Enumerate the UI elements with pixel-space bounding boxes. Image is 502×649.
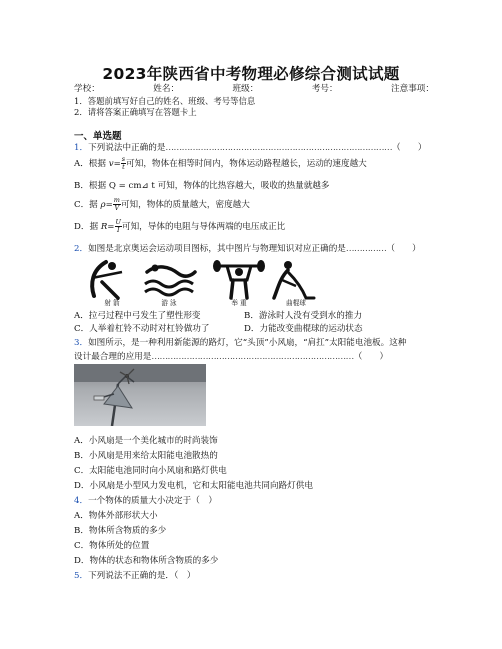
question-1-option-b: B．根据 Q = cm⊿ t 可知，物体的比热容越大，吸收的热量就越多 [74,181,330,191]
school-label: 学校： [74,84,100,94]
section-heading: 一、单选题 [74,131,122,142]
question-3-stem-line-2 [74,350,388,362]
page-title: 2023年陕西省中考物理必修综合测试试题 [102,65,400,83]
pictogram-label: 射 箭 [104,299,120,307]
formula-fraction [113,197,121,212]
notice-item: 1．答题前填写好自己的姓名、班级、考号等信息 [74,96,256,106]
answer-paren: （ ） [392,143,427,153]
fraction-denominator: I [116,226,120,234]
question-4-option-d: D．物体的状态和物体所含物质的多少 [74,556,219,566]
fraction-numerator: U [115,218,121,226]
question-3-stem-line-1 [74,336,406,348]
class-label: 班级： [232,84,259,94]
option-prefix: C．据 [74,200,101,210]
question-number: 4． [74,496,89,506]
question-3-option-d: D．小风扇是小型风力发电机，它和太阳能电池共同向路灯供电 [74,481,313,491]
question-4-option-c: C．物体所处的位置 [74,541,150,551]
formula-variable: R [100,222,108,232]
pictogram-label: 举 重 [231,299,247,307]
formula-equals: = [105,200,113,210]
formula-fraction [115,219,122,234]
leader-dots: ………………………………………………………………………… [165,143,393,153]
option-prefix: A．根据 [74,159,109,169]
question-text: 一个物体的质量大小决定于（ ） [88,496,217,506]
question-number: 2． [74,244,89,254]
question-text: 如图是北京奥运会运动项目图标，其中图片与物理知识对应正确的是 [88,244,346,254]
leader-dots: ………………………………………………………………… [151,352,354,362]
exam-number-label: 考号： [311,84,338,94]
question-1-stem [74,141,426,153]
question-number: 1． [74,143,89,153]
question-text: 下列说法中正确的是 [88,143,166,153]
option-prefix: D．据 [74,222,101,232]
question-3-option-b: B．小风扇是用来给太阳能电池散热的 [74,451,218,461]
wind-solar-street-lamp-icon [74,364,206,426]
question-text: 如图所示，是一种利用新能源的路灯，它“头顶”小风扇，“肩扛”太阳能电池板。这种 [88,338,407,348]
question-text: 设计最合理的应用是 [74,352,152,362]
question-5-stem [74,569,195,581]
question-text: 下列说法不正确的是．（ ） [88,571,196,581]
question-3-option-c: C．太阳能电池同时向小风扇和路灯供电 [74,466,227,476]
name-label: 姓名： [153,84,180,94]
question-1-option-d [74,219,285,234]
question-2-option-a: A．拉弓过程中弓发生了塑性形变 [74,311,201,321]
question-4-option-b: B．物体所含物质的多少 [74,526,167,536]
option-text: 可知，物体的质量越大，密度越大 [120,200,250,210]
fraction-denominator: t [122,163,125,171]
pictogram-label: 曲棍球 [286,299,306,307]
fraction-denominator: V [114,204,120,212]
student-info-row [74,82,434,94]
notice-item: 2．请将答案正确填写在答题卡上 [74,107,197,117]
fraction-numerator: m [113,196,120,204]
formula-equals: = [107,222,115,232]
option-text: 可知，物体在相等时间内，物体运动路程越长，运动的速度越大 [126,159,367,169]
street-lamp-photo [74,364,206,426]
question-4-option-a: A．物体外部形状大小 [74,511,158,521]
question-2-stem [74,242,421,254]
question-4-stem [74,494,217,506]
pictogram-label: 游 泳 [161,299,177,307]
formula-variable: ρ [100,200,106,210]
question-3-option-a: A．小风扇是一个美化城市的时尚装饰 [74,436,218,446]
notice-heading: 注意事项： [391,84,434,94]
option-text: 可知，导体的电阻与导体两端的电压成正比 [121,222,286,232]
question-number: 5． [74,571,89,581]
answer-paren: （ ） [386,244,421,254]
leader-dots: …………… [345,244,387,254]
question-2-option-c: C．人举着杠铃不动时对杠铃做功了 [74,324,210,334]
question-1-option-a [74,156,367,171]
formula-variable: v [108,159,114,169]
fraction-numerator: s [121,155,126,163]
formula-equals: = [113,159,121,169]
question-2-option-b: B．游泳时人没有受到水的推力 [244,311,363,321]
answer-paren: （ ） [353,352,389,362]
question-1-option-c [74,197,250,212]
question-number: 3． [74,338,89,348]
question-2-option-d: D．力能改变曲棍球的运动状态 [244,324,363,334]
